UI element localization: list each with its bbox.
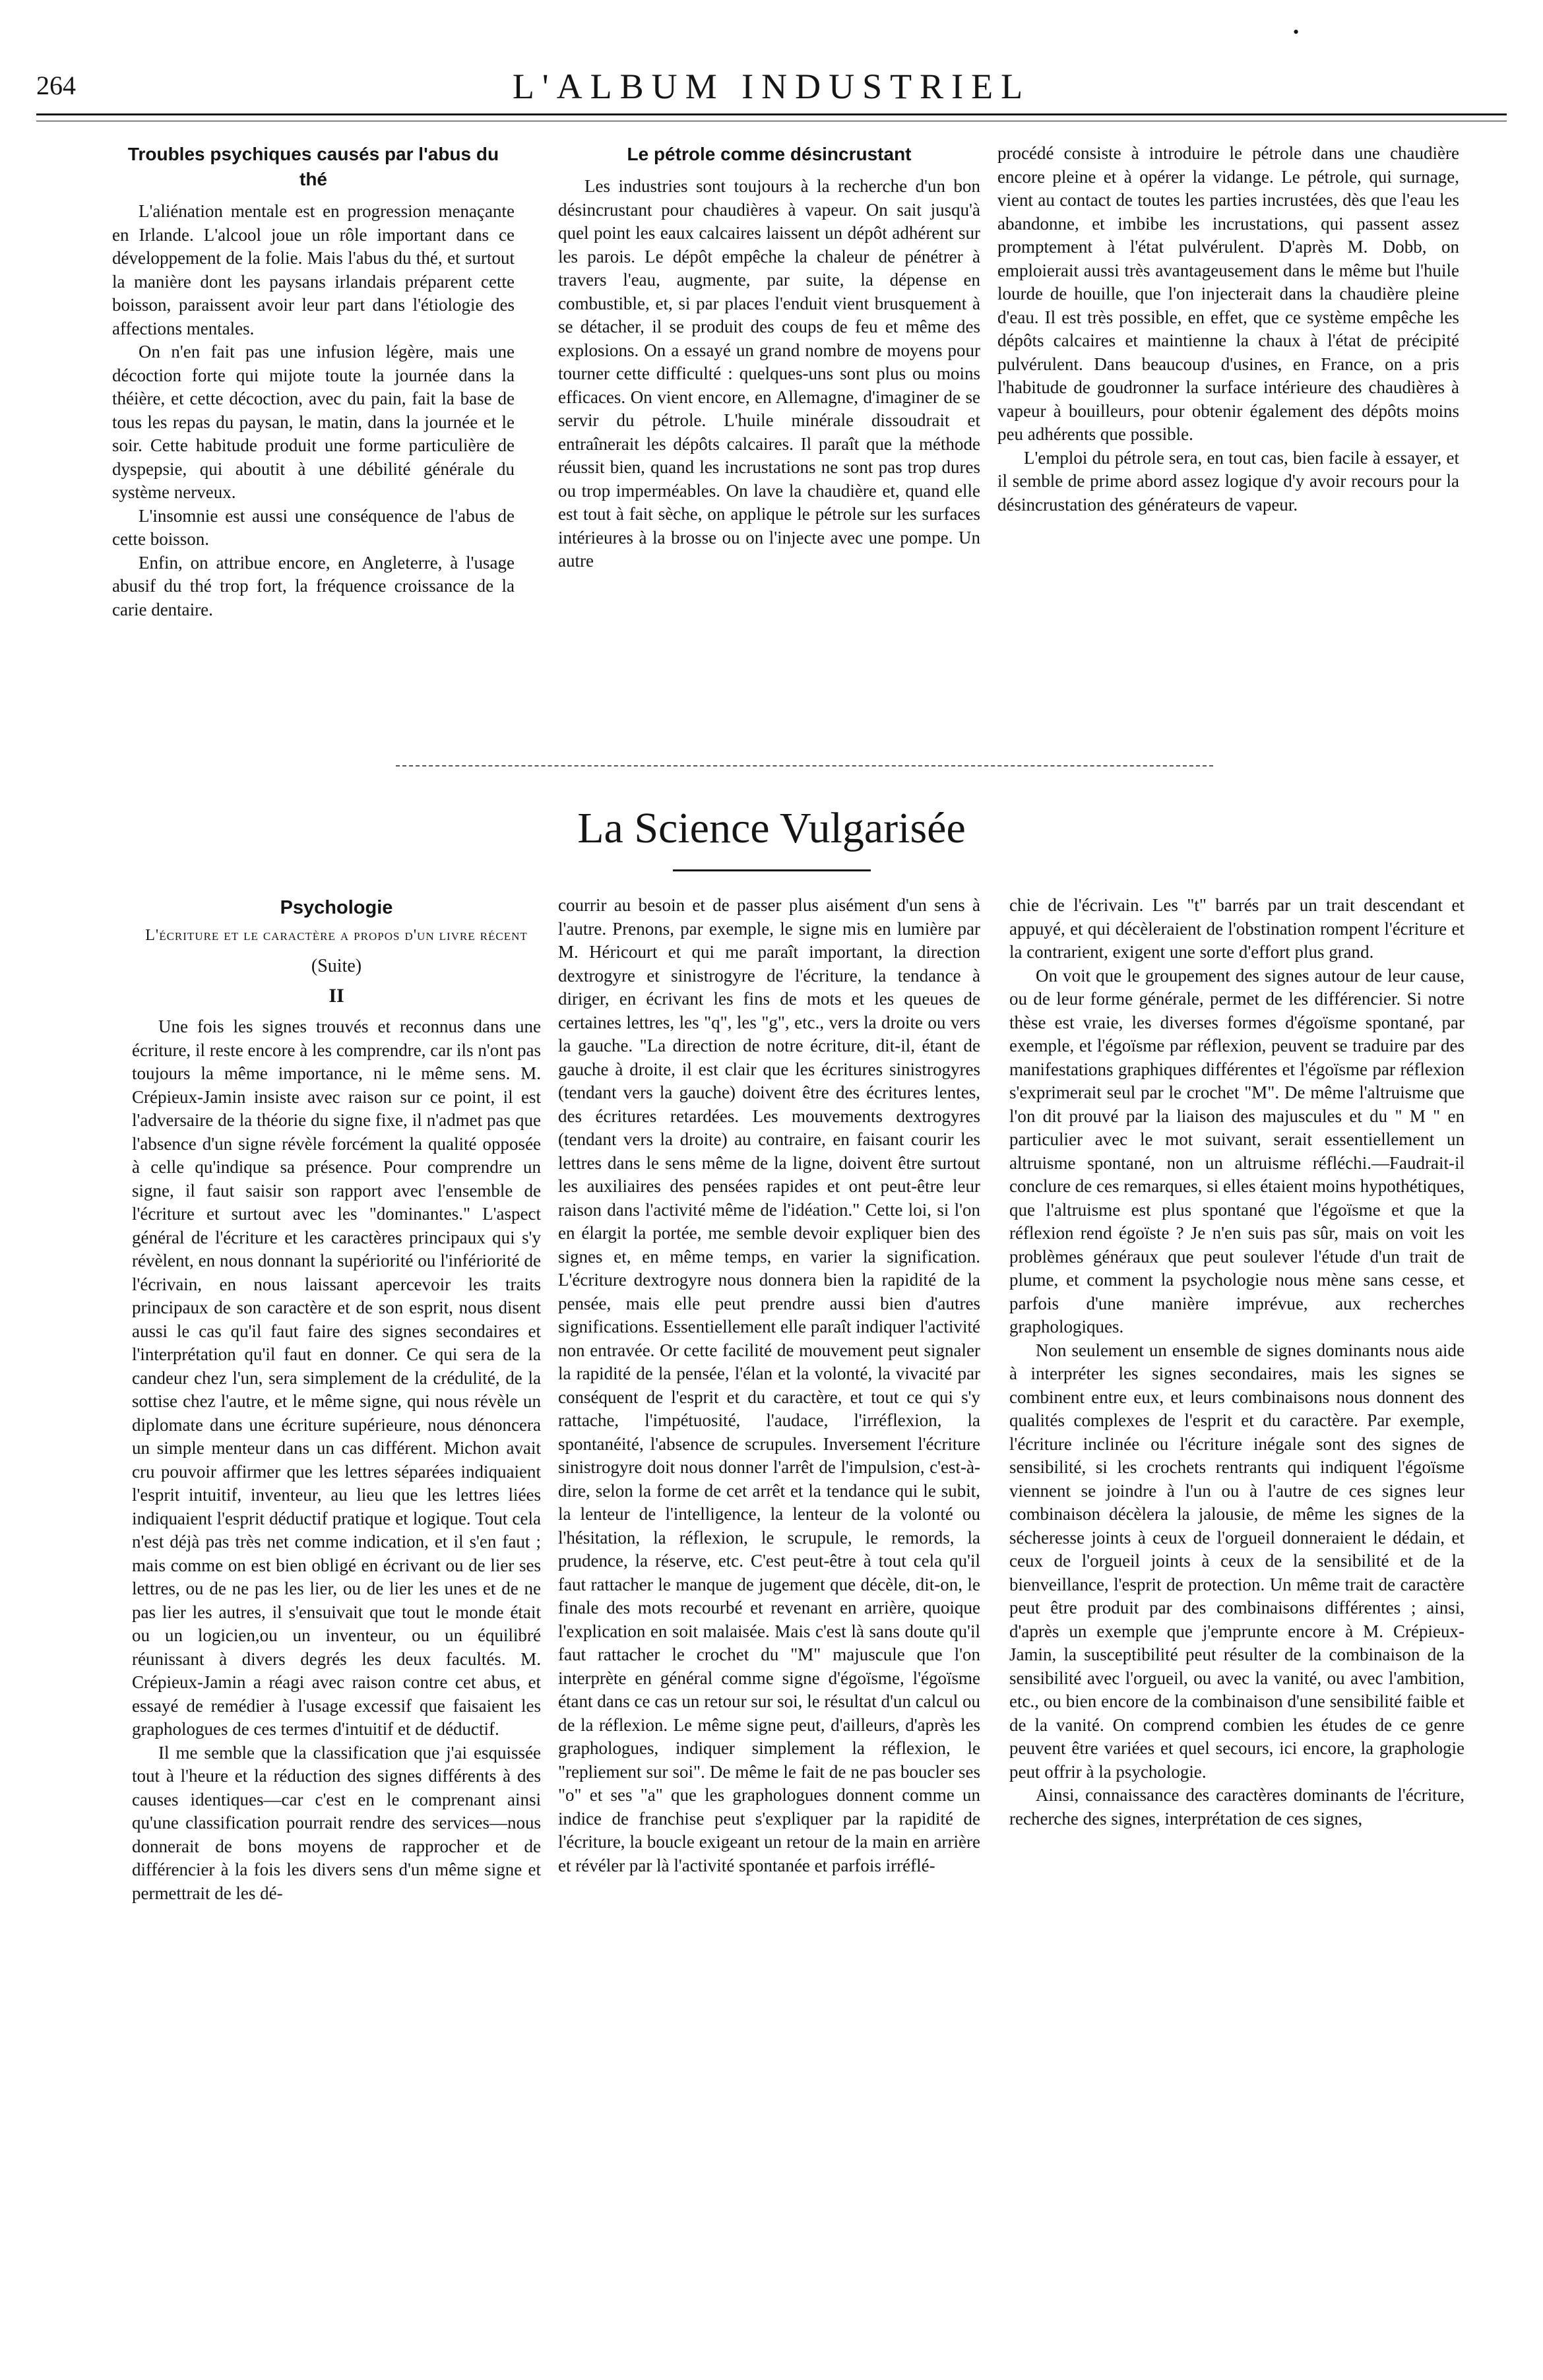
article-title: Troubles psychiques causés par l'abus du thé — [127, 144, 499, 189]
paragraph: courrir au besoin et de passer plus aisément d'un sens à l'autre. Prenons, par exemple, le signe mis en lumière par M. Héricourt et qui me paraît important, la direction dextrogyre et sinistrogyre de l'écriture, la tendance à diriger, en écrivant les fins de mots et les queues de certaines lettres, les "q", les "g", etc., vers la droite ou vers la gauche. "La direction de notre écriture, dit-il, étant de gauche à droite, il est clair que les écritures sinistrogyres (tendant vers la gauche) doivent être des écritures lentes, des écritures retardées. Les mouvements dextrogyres (tendant vers la droite) au contraire, en faisant courir les lettres dans le sens même de la ligne, doivent être surtout les auxiliaires des pensées rapides et ont peut-être leur raison dans l'activité même de l'idéation." Cette loi, si l'on en élargit la portée, me semble devoir expliquer bien des signes et, en même temps, en varier la signification. L'écriture dextrogyre nous donnera bien la rapidité de la pensée, mais elle peut prendre aussi bien d'autres significations. Essentiellement elle paraît indiquer l'activité non entravée. Or cette facilité de mouvement peut signaler la rapidité de la pensée, l'élan et la volonté, la vivacité par conséquent de l'esprit et du caractère, et tout ce qui s'y rattache, l'impétuosité, l'audace, l'irréflexion, la spontanéité, l'absence de scrupules. Inversement l'écriture sinistrogyre doit nous donner l'arrêt de l'impulsion, c'est-à-dire, selon la forme de cet arrêt et la tendance qui le subit, la lenteur de l'intelligence, la lenteur de la volonté ou l'hésitation, la réflexion, le scrupule, le remords, la prudence, la réserve, etc. C'est peut-être à tout cela qu'il faut rattacher le manque de jugement que décèle, dit-on, le finale des mots recourbé et revenant en arrière, quoique l'explication en soit malaisée. Mais c'est là sans doute qu'il faut rattacher le crochet du "M" majuscule que l'on interprète en général comme signe d'égoïsme, l'égoïsme étant dans ce cas un retour sur soi, le résultat d'un calcul ou de la réflexion. Le même signe peut, d'ailleurs, d'après les graphologues, indiquer simplement la réflexion, le "repliement sur soi". De même le fait de ne pas boucler ses "o" et ses "a" que les graphologues donnent comme un indice de franchise peut s'expliquer par la rapidité de l'écriture, la boucle exigeant un retour de la main en arrière et révéler par là l'activité spontanée et parfois irréflé- — [558, 895, 980, 1875]
paragraph: Ainsi, connaissance des caractères dominants de l'écriture, recherche des signes, interprétation de ces signes, — [1009, 1785, 1464, 1829]
page-number: 264 — [36, 71, 76, 100]
article-psychologie-col3 — [1009, 894, 1464, 1831]
section-separator — [396, 765, 1213, 767]
paragraph: Non seulement un ensemble de signes dominants nous aide à interpréter les signes secondaires, mais les signes se combinent entre eux, et leurs combinaisons nous donnent des qualités complexes de l'esprit et du caractère. Par exemple, l'écriture inclinée ou l'écriture inégale sont des signes de sensibilité, si les crochets rentrants qui indiquent l'égoïsme viennent se joindre à l'un ou à l'autre de ces signes leur combinaison décèlera la jalousie, de même les signes de la sécheresse joints à ceux de l'orgueil donneraient le dédain, et ceux de l'orgueil joints à ceux de la sensibilité et de la bienveillance, l'esprit de protection. Un même trait de caractère peut être produit par des combinaisons différentes ; ainsi, d'après un exemple que j'emprunte encore à M. Crépieux-Jamin, la susceptibilité peut résulter de la combinaison de la sensibilité avec l'orgueil, ou avec la vanité, ou avec l'ambition, etc., ou bien encore de la combinaison d'une sensibilité faible et de la vanité. On comprend combien les études de ce genre peuvent être variées et quel secours, ici encore, la graphologie peut offrir à la psychologie. — [1009, 1340, 1464, 1782]
article-title: Le pétrole comme désincrustant — [627, 144, 912, 164]
running-header — [36, 66, 1507, 106]
article-the — [112, 142, 515, 621]
paragraph: On voit que le groupement des signes autour de leur cause, ou de leur forme générale, permet de les différencier. Si notre thèse est vraie, les diverses formes d'égoïsme spontané, par exemple, et l'égoïsme par réflexion, peuvent se traduire par des manifestations graphiques différentes et l'égoïsme par réflexion s'exprimerait seul par le crochet "M". De même l'altruisme que l'on dit prouvé par la liaison des majuscules et du " M " en particulier avec le mot suivant, serait essentiellement un altruisme spontané, non un altruisme réfléchi.—Faudrait-il conclure de ces remarques, si elles étaient moins hypothétiques, que l'altruisme est plus spontané que l'égoïsme et que la réflexion rend égoïste ? Je n'en suis pas sûr, mais on voit les problèmes généraux que peut soulever l'étude d'un trait de plume, et comment la psychologie nous mène sans cesse, et parfois d'une manière imprévue, aux recherches graphologiques. — [1009, 965, 1464, 1336]
paragraph: L'insomnie est aussi une conséquence de l'abus de cette boisson. — [112, 505, 515, 549]
paragraph: Enfin, on attribue encore, en Angleterre, à l'usage abusif du thé trop fort, la fréquence croissance de la carie dentaire. — [112, 552, 515, 619]
article-title: Psychologie — [280, 897, 393, 918]
paragraph: L'emploi du pétrole sera, en tout cas, bien facile à essayer, et il semble de prime abord assez logique d'y avoir recours pour la désincrustation des générateurs de vapeur. — [997, 447, 1459, 515]
paragraph: procédé consiste à introduire le pétrole dans une chaudière encore pleine et à opérer la vidange. Le pétrole, qui surnage, vient au contact de toutes les parties incrustées, dès que l'eau les abandonne, et imbibe les incrustations, qui passent assez promptement à l'état pulvérulent. D'après M. Dobb, on emploierait aussi très avantageusement dans le même but l'huile lourde de houille, que l'on injecterait dans la chaudière pleine d'eau. Il est très possible, en effet, que ce système empêche les dépôts calcaires et maintienne la chaux à l'état de précipité pulvérulent. Dans beaucoup d'usines, en France, on a pris l'habitude de goudronner la surface intérieure des chaudières à vapeur à bouilleurs, pour obtenir également des dépôts moins peu adhérents que possible. — [997, 143, 1459, 444]
journal-title: L'ALBUM INDUSTRIEL — [512, 67, 1031, 106]
article-heading — [132, 894, 541, 1011]
header-rule — [36, 113, 1507, 121]
article-petrole-continued — [997, 142, 1459, 517]
paragraph: Les industries sont toujours à la recherche d'un bon désincrustant pour chaudières à vapeur. On sait jusqu'à quel point les eaux calcaires laissent un dépôt adhérent sur les parois. Le dépôt empêche la chaleur de pénétrer à travers l'eau, augmente, par suite, la dépense en combustible, et, si par places l'enduit vient brusquement à se détacher, il se produit des coups de feu et même des explosions. On a essayé un grand nombre de moyens pour tourner cette difficulté : quelques-uns sont plus ou moins efficaces. On vient encore, en Allemagne, d'imaginer de se servir du pétrole. L'huile minérale dissoudrait et entraînerait les dépôts calcaires. Il paraît que la méthode réussit bien, quand les incrustations ne sont pas trop dures ou trop imperméables. On lave la chaudière et, quand elle est tout à fait sèche, on applique le pétrole sur les surfaces intérieures à la brosse ou on l'injecte avec une pompe. Un autre — [558, 176, 980, 571]
page-mark: • — [1293, 22, 1300, 42]
article-suite: (Suite) — [311, 956, 362, 976]
article-subtitle: L'écriture et le caractère a propos d'un livre récent — [145, 927, 528, 944]
article-psychologie-col1 — [132, 894, 541, 1905]
paragraph: Une fois les signes trouvés et reconnus dans une écriture, il reste encore à les comprendre, car ils n'ont pas toujours la même importance, ni le même sens. M. Crépieux-Jamin insiste avec raison sur ce point, il est l'adversaire de la théorie du signe fixe, il n'admet pas que l'absence d'un signe révèle forcément la qualité opposée à celle qu'indique sa présence. Pour comprendre un signe, il faut saisir son rapport avec l'ensemble de l'écriture et surtout avec les "dominantes." L'aspect général de l'écriture et les caractères principaux qui s'y révèlent, en nous donnant la supériorité ou l'infériorité de l'écrivain, en nous laissant apercevoir les traits principaux de son caractère et de son esprit, nous disent aussi le cas qu'il faut faire des signes secondaires et l'interprétation qu'il faut en donner. Ce qui sera de la candeur chez l'un, sera simplement de la crédulité, de la sottise chez l'autre, et le même signe, qui nous révèle un diplomate dans une écriture supérieure, nous dénoncera un simple menteur dans un cas différent. Michon avait cru pouvoir affirmer que les lettres séparées indiquaient l'esprit intuitif, inventeur, au lieu que les lettres liées indiquaient l'esprit déductif pratique et logique. Tout cela n'est déjà pas très net comme indication, et il s'en faut ; mais comme on est bien obligé en écrivant ou de lier ses lettres, ou de ne pas les lier, ou de lier les unes et de ne pas lier les autres, il s'ensuivait que tout le monde était ou un logicien,ou un inventeur, ou un équilibré réunissant à divers degrés les deux facultés. M. Crépieux-Jamin a réagi avec raison contre cet abus, et essayé de remédier à l'usage excessif que faisaient les graphologues de ces termes d'intuitif et de déductif. — [132, 1017, 541, 1739]
paragraph: chie de l'écrivain. Les "t" barrés par un trait descendant et appuyé, et qui décèleraient de l'obstination rompent l'écriture et la contrarient, exigent une sorte d'effort plus grand. — [1009, 895, 1464, 962]
article-petrole — [558, 142, 980, 573]
part-number: II — [329, 985, 344, 1007]
section-title: La Science Vulgarisée — [577, 804, 966, 852]
paragraph: Il me semble que la classification que j'ai esquissée tout à l'heure et la réduction des signes différents à des causes identiques—car c'est en le comprenant ainsi qu'une classification pourrait rendre des services—nous donnerait de bons moyens de rapprocher et de différencier à la fois les divers sens d'un même signe et permettrait de les dé- — [132, 1742, 541, 1903]
paragraph: L'aliénation mentale est en progression menaçante en Irlande. L'alcool joue un rôle important dans ce développement de la folie. Mais l'abus du thé, et surtout la manière dont les paysans irlandais préparent cette boisson, paraissent avoir leur part dans l'étiologie des affections mentales. — [112, 201, 515, 338]
article-psychologie-col2 — [558, 894, 980, 1877]
paragraph: On n'en fait pas une infusion légère, mais une décoction forte qui mijote toute la journée dans la théière, et cette décoction, avec du pain, fait la base de tous les repas du paysan, le matin, dans la journée et le soir. Cette habitude produit une forme particulière de dyspepsie, qui aboutit à une débilité générale du système nerveux. — [112, 342, 515, 502]
section-title-rule — [673, 869, 871, 871]
